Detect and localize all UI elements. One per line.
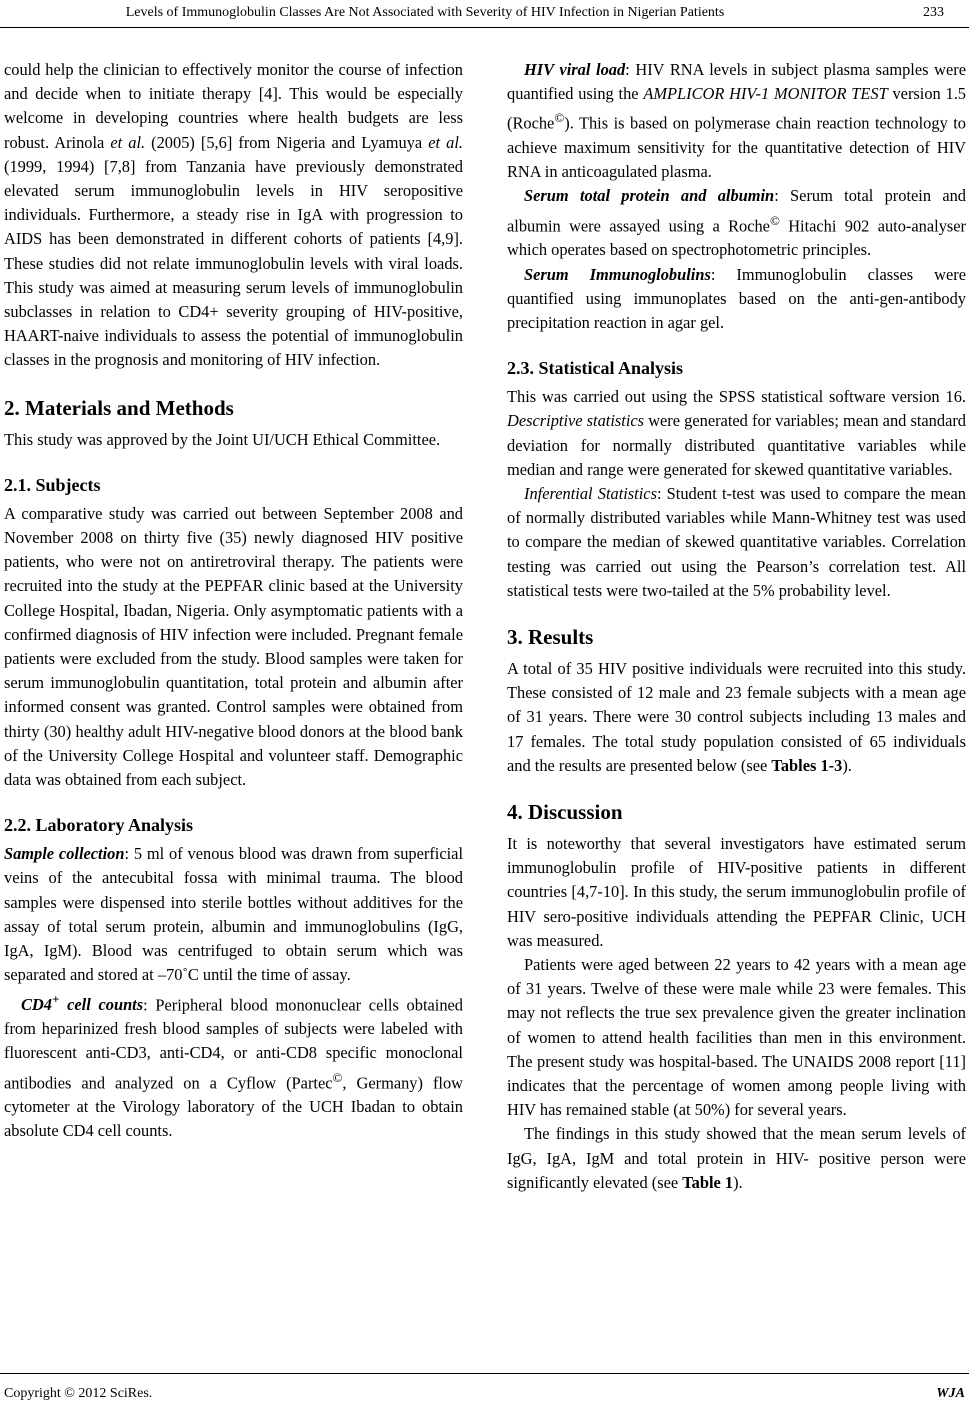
- cd4-paragraph: CD4+ cell counts: Peripheral blood mononuclear cells obtained from heparinized fresh blood samples of subjects were labeled with fluorescent anti-CD3, anti-CD4, or anti-CD8 specific monoclonal antibodies and analyzed on a Cyflow (Partec©, Germany) flow cytometer at the Virology laboratory of the UCH Ibadan to obtain absolute CD4 cell counts.: [4, 991, 463, 1141]
- viral-load-paragraph: HIV viral load: HIV RNA levels in subject plasma samples were quantified using the AMPLICOR HIV-1 MONITOR TEST version 1.5 (Roche©). This is based on polymerase chain reaction technology to achieve maximum sensitivity for the quantitative detection of HIV RNA in anticoagulated plasma.: [507, 60, 967, 182]
- discussion-paragraph-3: The findings in this study showed that the mean serum levels of IgG, IgA, IgM and total protein in HIV- positive person were significantly elevated (see Table 1).: [507, 1124, 966, 1192]
- sample-collection-paragraph: Sample collection: 5 ml of venous blood was drawn from superficial veins of the antecubital fossa with minimal trauma. The blood samples were dispensed into sterile bottles without additives for the assay of total serum protein, albumin and immunoglobulins (IgG, IgA, IgM). Blood was centrifuged to obtain serum which was separated and stored at –70˚C until the time of assay.: [4, 844, 464, 985]
- inferential-paragraph: Inferential Statistics: Student t-test was used to compare the mean of normally distributed variables while Mann-Whitney test was used to compare the median of skewed quantitative variables. Correlation testing was carried out using the Pearson’s correlation test. All statistical tests were two-tailed at the 5% probability level.: [507, 483, 966, 600]
- journal-abbreviation: WJA: [936, 1386, 965, 1401]
- discussion-paragraph-1: It is noteworthy that several investigators have estimated serum immunoglobulin profile of HIV-positive patients in different countries [4,7-10]. In this study, the serum immunoglobulin profile of HIV sero-positive individuals attending the PEPFAR Clinic, UCH was measured.: [507, 834, 966, 950]
- subsection-heading-lab: 2.2. Laboratory Analysis: [4, 815, 194, 836]
- stats-paragraph: This was carried out using the SPSS statistical software version 16. Descriptive statistics were generated for variables; mean and standard deviation for normally distributed quantitative variables while median and range were generated for skewed quantitative variables.: [507, 387, 966, 479]
- header-rule: [0, 27, 969, 28]
- section-heading-methods: 2. Materials and Methods: [4, 395, 234, 420]
- running-header: [0, 0, 969, 26]
- page-number: 233: [923, 5, 944, 20]
- section-heading-results: 3. Results: [507, 625, 594, 649]
- subjects-paragraph: A comparative study was carried out between September 2008 and November 2008 on thirty five (35) newly diagnosed HIV positive patients, who were not on antiretroviral therapy. The patients were recruited into the study at the PEPFAR clinic based at the University College Hospital, Ibadan, Nigeria. Only asymptomatic patients with a confirmed diagnosis of HIV infection were included. Pregnant female patients were excluded from the study. Blood samples were taken for serum immunoglobulin quantitation, total protein and albumin after informed consent was granted. Control samples were obtained from thirty (30) healthy adult HIV-negative blood donors at the blood bank of the University College Hospital and volunteer staff. Demographic data was obtained from each subject.: [4, 503, 463, 790]
- footer-rule: [0, 1373, 969, 1374]
- immunoglobulins-paragraph: Serum Immunoglobulins: Immunoglobulin classes were quantified using immunoplates based on the anti-gen-antibody precipitation reaction in agar gel.: [507, 264, 966, 332]
- subsection-heading-subjects: 2.1. Subjects: [4, 474, 101, 495]
- left-column: [4, 58, 463, 1144]
- total-protein-paragraph: Serum total protein and albumin: Serum total protein and albumin were assayed using a Roche© Hitachi 902 auto-analyser which operates based on spectrophotometric principles.: [507, 186, 966, 260]
- results-paragraph: A total of 35 HIV positive individuals were recruited into this study. These consisted of 12 male and 23 female subjects with a mean age of 31 years. There were 30 control subjects including 13 males and 17 females. The total study population consisted of 65 individuals and the results are presented below (see Tables 1-3).: [507, 659, 966, 775]
- subsection-heading-stats: 2.3. Statistical Analysis: [507, 358, 684, 379]
- section-heading-discussion: 4. Discussion: [507, 800, 623, 825]
- copyright-notice: Copyright © 2012 SciRes.: [4, 1386, 153, 1401]
- right-column: [507, 58, 966, 1195]
- discussion-paragraph-2: Patients were aged between 22 years to 42 years with a mean age of 31 years. Twelve of these were male while 23 were females. This may not reflects the true sex prevalence given the greater inclination of women to attend health facilities than men in this environment. The present study was hospital-based. The UNAIDS 2008 report [11] indicates that the percentage of women among people living with HIV has remained stable (at 50%) for several years.: [507, 955, 966, 1120]
- intro-paragraph: could help the clinician to effectively monitor the course of infection and decide when to initiate therapy [4]. This would be especially welcome in developing countries where health budgets are less robust. Arinola et al. (2005) [5,6] from Nigeria and Lyamuya et al. (1999, 1994) [7,8] from Tanzania have previously demonstrated elevated serum immunoglobulin levels in HIV seropositive individuals. Furthermore, a steady rise in IgA with progression to AIDS has been demonstrated in different cohorts of patients [4,9]. These studies did not relate immunoglobulin levels with viral loads. This study was aimed at measuring serum levels of immunoglobulin subclasses in relation to CD4+ severity grouping of HIV-positive, HAART-naive individuals to assess the potential of immunoglobulin classes in the prognosis and monitoring of HIV infection.: [4, 60, 463, 370]
- ethics-paragraph: This study was approved by the Joint UI/UCH Ethical Committee.: [4, 429, 441, 449]
- running-title: Levels of Immunoglobulin Classes Are Not Associated with Severity of HIV Infection in Nigerian Patients: [125, 5, 725, 20]
